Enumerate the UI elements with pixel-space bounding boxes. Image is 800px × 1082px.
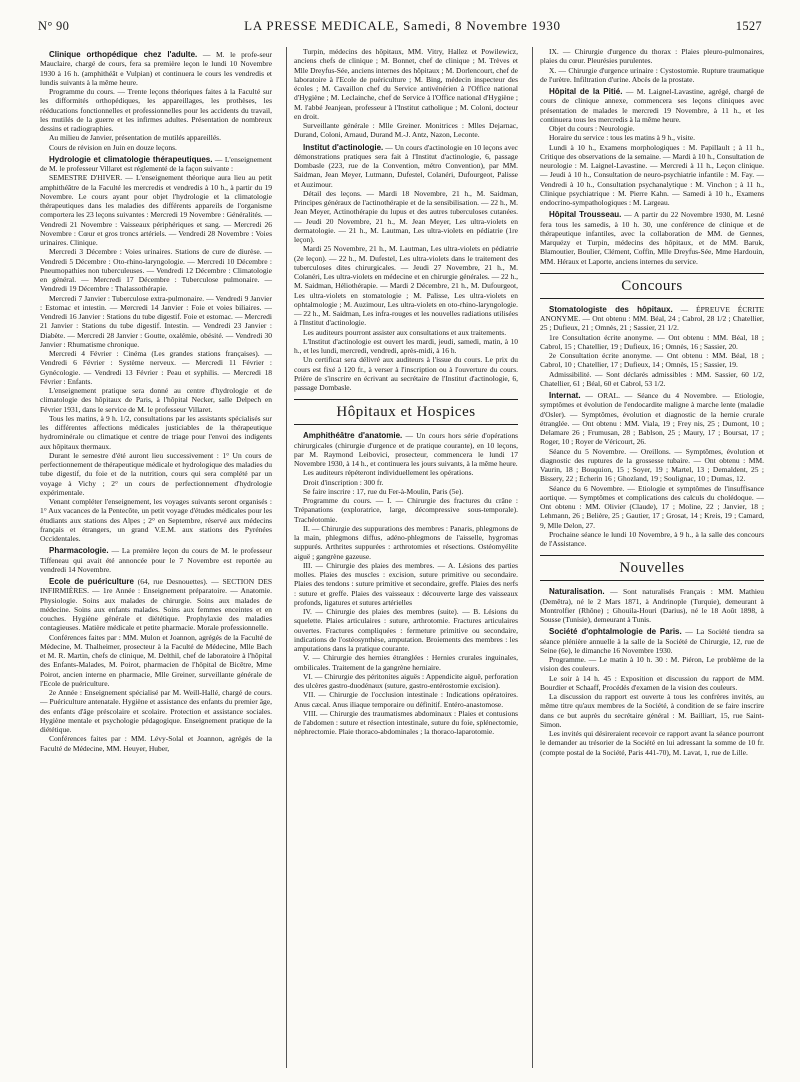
body-paragraph: IV. — Chirurgie des plaies des membres (suite). — B. Lésions du squelette. Plaies articulaires : suture, arthrotomie. Fractures articulaires ouvertes. Fractures compliquées : fermeture primitive ou secondaire, indications de l'ostéosynthèse, amputation. Broiements des membres : les amputations dans la pratique courante. [294, 607, 518, 653]
notice-text: — M. le profe-seur Mauclaire, chargé de cours, fera sa première leçon le lundi 10 Novembre 1930 à 16 h. (amphithéât e Vulpian) et continuera le cours les vendredis et lundis suivants à la même heure. [40, 50, 272, 87]
notice-heading: Internat. [549, 391, 581, 400]
notice-heading: Amphithéâtre d'anatomie. [303, 431, 403, 441]
issue-number: N° 90 [38, 19, 70, 33]
notice-paragraph [540, 87, 764, 124]
notice-heading: Pharmacologie. [49, 546, 109, 556]
page-number: 1527 [735, 19, 762, 33]
body-paragraph: Conférences faites par : MM. Lévy-Solal et Joannon, agrégés de la Faculté de Médecine, MM. Heuyer, Huber, [40, 734, 272, 753]
body-paragraph: VI. — Chirurgie des péritonites aiguës : Appendicite aiguë, perforation des ulcères gastro-duodénaux (suture, gastro-entérostomie excision). [294, 671, 518, 690]
body-paragraph: Se faire inscrire : 17, rue du Fer-à-Moulin, Paris (5e). [303, 486, 464, 496]
body-paragraph: IX. — Chirurgie d'urgence du thorax : Plaies pleuro-pulmonaires, plaies du cœur. Pleurésies purulentes. [540, 47, 764, 66]
notice-paragraph [40, 50, 272, 87]
body-paragraph: Programme. — Le matin à 10 h. 30 : M. Piéron, Le problème de la vision des couleurs. [540, 655, 764, 674]
body-paragraph: Durant le semestre d'été auront lieu successivement : 1° Un cours de perfectionnement de thérapeutique médicale et hydrologique des maladies du tube digestif, du foie et de la nutrition, cours qui sera complété par un voyage à Vichy ; 2° un cours de perfectionnement d'hydrologie expérimentale. [40, 450, 272, 497]
body-paragraph: Prochaine séance le lundi 10 Novembre, à 9 h., à la salle des concours de l'Assistance. [540, 529, 764, 548]
notice-paragraph [294, 431, 518, 468]
notice-paragraph [40, 546, 272, 574]
notice-paragraph [540, 587, 764, 624]
body-paragraph: Le soir à 14 h. 45 : Exposition et discussion du rapport de MM. Bourdier et Schaaff, Procédés d'examen de la vision des couleurs. [540, 673, 764, 692]
body-paragraph: Mardi 25 Novembre, 21 h., M. Lautman, Les ultra-violets en pédiatrie (2e leçon). — 22 h., M. Dufestel, Les ultra-violets dans le traitement des tuberculoses dites chirurgicales. — Jeudi 27 Novembre, 21 h., M. Colanéri, Les ultra-violets en médecine et en chirurgie générales. — 22 h., M. Saidman, Héliothérapie. — Mardi 2 Décembre, 21 h., M. Dufourgeot, Les ultra-violets en stomatologie ; M. Palisse, Les ultra-violets en ophtalmologie ; M. Auzimour, Les ultra-violets en oto-rhino-laryngologie. — 22 h., M. Saidman, Les infra-rouges et les nouvelles radiations utilisées à l'Institut d'actinologie. [294, 244, 518, 328]
notice-paragraph [540, 627, 764, 655]
body-paragraph: Conférences faites par : MM. Mulon et Joannon, agrégés de la Faculté de Médecine, M. Thalheimer, prosecteur à la Faculté de Médecine, Mlle Bach et M. R. Martin, chefs de clinique, M. Delthil, chef de laboratoire à l'hôpital des Enfants-Malades, M. Poirot, pharmacien de l'hôpital de Bicêtre, Mme Poirot, ancien interne en pharmacie, Mlle Greiner, surveillante générale de l'Ecole de puériculture. [40, 632, 272, 688]
body-paragraph: 2e Année : Enseignement spécialisé par M. Weill-Hallé, chargé de cours. — Puériculture antenatale. Hygiène et assistance des enfants du premier âge, des enfants d'âge préscolaire et scolaire. Protection et assistance sociales. Hygiène mentale et psychologie pédagogique. Enseignement pratique de la diététique. [40, 688, 272, 734]
notice-text: — Sont naturalisés Français : MM. Mathieu (Demêtra), né le 2 Mars 1871, à Andrinople (Turquie), demeurant à Montrolfier (Rhône) ; Ghouila-Houri (Darius), né le 18 Août 1898, à Sousse (Tunisie), demeurant à Tunis. [540, 587, 764, 624]
notice-paragraph [294, 143, 518, 189]
body-paragraph: Droit d'inscription : 300 fr. [303, 477, 384, 487]
body-paragraph: Séance du 5 Novembre. — Oreillons. — Symptômes, évolution et diagnostic des ruptures de la grossesse tubaire. — Ont obtenu : MM. Vaurin, 18 ; Bouquion, 15 ; Soyer, 19 ; Martel, 13 ; Demaldent, 25 ; Bissery, 22 ; Echerin 16 ; Ghozland, 19 ; Soulignac, 10 ; Dumas, 12. [540, 446, 764, 484]
column-2 [286, 47, 518, 1068]
notice-text: — ORAL. — Séance du 4 Novembre. — Etiologie, symptômes et évolution de l'endocardite maligne à marche lente (maladie d'Osler). — Symptômes, évolution et diagnostic de la hernie crurale étranglée. — Ont obtenu : MM. Viala, 19 ; Frey nis, 25 ; Dumont, 10 ; Delamare 26 ; Frumusan, 28 ; Bablson, 25 ; Maury, 17 ; Boursat, 17 ; Roger, 10 ; Royer de Véricourt, 26. [540, 391, 764, 447]
notice-paragraph [540, 391, 764, 447]
body-paragraph: Mercredi 7 Janvier : Tuberculose extra-pulmonaire. — Vendredi 9 Janvier : Estomac et intestin. — Mercredi 14 Janvier : Foie et voies biliaires. — Vendredi 16 Janvier : Stations du tube digestif. Foie et estomac. — Mercredi 21 Janvier : Stations du tube digestif. Intestin. — Vendredi 23 Janvier : Diabète. — Mercredi 28 Janvier : Goutte, oxalémie, obésité. — Vendredi 30 Janvier : Rhumatisme chronique. [40, 293, 272, 349]
body-paragraph: Venant compléter l'enseignement, les voyages suivants seront organisés : 1° Aux vacances de la Pentecôte, un petit voyage d'études médicales pour les étudiants aux stations des Alpes ; 2° en Septembre, réservé aux médecins français et étrangers, un grand V.E.M. aux stations des Pyrénées Occidentales. [40, 497, 272, 543]
body-paragraph: 1re Consultation écrite anonyme. — Ont obtenu : MM. Béal, 18 ; Cabrol, 15 ; Chatellier, 19 ; Dufieux, 16 ; Omnès, 16 ; Sassier, 20. [540, 332, 764, 351]
body-paragraph: Cours de révision en Juin en douze leçons. [49, 142, 177, 152]
body-paragraph: Horaire du service : tous les matins à 9 h., visite. [549, 133, 696, 143]
body-paragraph: VII. — Chirurgie de l'occlusion intestinale : Indications opératoires. Anus cæcal. Anus iliaque temporaire ou définitif. Entéro-anastomose. [294, 690, 518, 709]
body-paragraph: Programme du cours. — Trente leçons théoriques faites à la Faculté sur les difformités orthopédiques, les appareillages, les prothèses, les rééducations fonctionnelles et professionnelles pour les accidents du travail, les mutilés de la guerre et les infirmes adultes. Présentation de nombreux dessins et radiographies. [40, 87, 272, 133]
notice-text: — La Société tiendra sa séance plénière annuelle à la salle de la Société de Chirurgie, 12, rue de Seine (6e), le dimanche 16 Novembre 1930. [540, 627, 764, 655]
notice-heading: Naturalisation. [549, 587, 605, 597]
notice-text: — Un cours hors série d'opérations chirurgicales (chirurgie d'urgence et de pratique courante), en 10 leçons, par M. Raymond Leibovici, prosecteur, commencera le lundi 17 Novembre 1930, à 14 h., et continuera les jours suivants, à la même heure. [294, 431, 518, 468]
notice-text: — L'enseignement de M. le professeur Villaret est réglementé de la façon suivante : [40, 154, 272, 173]
notice-heading: Hôpital de la Pitié. [549, 87, 623, 96]
body-paragraph: VIII. — Chirurgie des traumatismes abdominaux : Plaies et contusions de l'abdomen : suture et résection intestinale, suture du foie, splénectomie, néphrectomie. Plaie thoraco-abdominales ; la thoraco-laparotomie. [294, 708, 518, 737]
body-paragraph: Les invités qui désireraient recevoir ce rapport avant la séance pourront le demander au trésorier de la Société en lui adressant la somme de 10 fr. (compte postal de la Société, Paris 441-70), M. Lavat, 1, rue de Lille. [540, 729, 764, 757]
body-paragraph: Tous les matins, à 9 h. 1/2, consultations par les assistants spécialisés sur les différentes affections médicales justiciables de la thérapeutique hydrominérale ou climatique et centre de triage pour l'envoi des indigents aux hôpitaux thermaux. [40, 413, 272, 451]
body-paragraph: Les auditeurs répéteront individuellement les opérations. [303, 468, 474, 478]
notice-paragraph [540, 305, 764, 333]
article-columns [40, 47, 764, 1068]
notice-text: — A partir du 22 Novembre 1930, M. Lesné fera tous les samedis, à 10 h. 30, une conférence de clinique et de thérapeutique infantiles, avec la collaboration de MM. de Gennes, Marquézy et Turpin, médecins des hôpitaux, et de MM. Baruk, Blamoutier, Boulier, Clément, Coffin, Mlle Dreyfus-Sée, Mme Hardouin, MM. Héraux et Laporte, anciens internes du service. [540, 210, 764, 266]
section-heading: Hôpitaux et Hospices [294, 399, 518, 425]
notice-text: — M. Laignel-Lavastine, agrégé, chargé de cours de clinique annexe, commencera ses leçons cliniques avec présentation de malades le mercredi 19 Novembre, à 11 h., et les continuera tous les mercredis à la même heure. [540, 87, 764, 124]
column-1 [40, 47, 272, 1068]
notice-heading: Clinique orthopédique chez l'adulte. [49, 50, 198, 59]
notice-text: — La première leçon du cours de M. le professeur Tiffeneau qui avait été annoncée pour le 7 Novembre est reportée au vendredi 14 Novembre. [40, 546, 272, 574]
body-paragraph: L'Institut d'actinologie est ouvert les mardi, jeudi, samedi, matin, à 10 h., et les lundi, mercredi, vendredi, après-midi, à 16 h. [294, 336, 518, 355]
body-paragraph: La discussion du rapport est ouverte à tous les confrères invités, au même titre qu'aux membres de la Société, à condition de se faire inscrire dans ce but auprès du secrétaire général : M. Bailliart, 15, rue Saint-Simon. [540, 692, 764, 729]
body-paragraph: III. — Chirurgie des plaies des membres. — A. Lésions des parties molles. Plaies des muscles : excision, suture primitive ou secondaire. Plaies des tendons : suture primitive et secondaire, greffe. Plaies des nerfs : suture et greffe. Plaies des vaisseaux : découverte large des vaisseaux profonds, ligatures et sutures artérielles [294, 560, 518, 607]
notice-text: — ÉPREUVE ÉCRITE ANONYME. — Ont obtenu : MM. Béal, 24 ; Cabrol, 28 1/2 ; Chatellier, 25 ; Dufieux, 21 ; Omnès, 21 ; Sassier, 21 1/2. [540, 304, 764, 333]
body-paragraph: SEMESTRE D'HIVER. — L'enseignement théorique aura lieu au petit amphithéâtre de la Faculté les mercredis et vendredis à 10 h., à partir du 19 Novembre. Le cours ayant pour objet l'hydrologie et la climatologie thérapeutiques dans les maladies des différents appareils de l'organisme comportera les 23 leçons suivantes : Mercredi 19 Novembre : Généralités. — Vendredi 21 Novembre : Vaisseaux périphériques et sang. — Mercredi 26 Novembre : Cœur et gros troncs artériels. — Vendredi 28 Novembre : Voies urinaires. Clinique. [40, 173, 272, 247]
section-heading: Concours [540, 273, 764, 299]
notice-heading: Hôpital Trousseau. [549, 210, 622, 220]
body-paragraph: Admissibilité. — Sont déclarés admissibles : MM. Sassier, 60 1/2, Chatellier, 61 ; Béal, 60 et Cabrol, 53 1/2. [540, 369, 764, 388]
body-paragraph: Turpin, médecins des hôpitaux, MM. Vitry, Hallez et Powilewicz, anciens chefs de clinique ; M. Bonnet, chef de clinique ; M. Trèves et Mlle Dreyfus-Sée, anciens internes des hôpitaux ; M. Dorlencourt, chef de laboratoire à l'Ecole de puériculture ; M. Bing, médecin inspecteur des écoles ; M. Cavaillon chef du Service antivénérien à l'Office national d'Hygiène ; M. Leclainche, chef de Service à l'Office national d'Hygiène ; M. l'abbé Jeanjean, professeur à l'Institut catholique ; M. Coloni, docteur en droit. [294, 47, 518, 121]
section-heading: Nouvelles [540, 555, 764, 581]
notice-heading: Hydrologie et climatologie thérapeutiques. [49, 154, 213, 164]
body-paragraph: Surveillante générale : Mlle Greiner. Monitrices : Mlles Dejarnac, Durand, Coloni, Arnaud, Durand M.-J. Antz, Nazon, Leconte. [294, 121, 518, 140]
body-paragraph: Mercredi 4 Février : Cinéma (Les grandes stations françaises). — Vendredi 6 Février : Système nerveux. — Mercredi 11 Février : Gynécologie. — Vendredi 13 Février : Peau et syphilis. — Mercredi 18 Février : Enfants. [40, 349, 272, 386]
body-paragraph: II. — Chirurgie des suppurations des membres : Panaris, phlegmons de la main, phlegmons diffus, adéno-phlegmons de l'aisselle, hygromas suppurés. Arthrites suppurées : arthrotomies et résections. Ostéomyélite aiguë ; gangrène gazeuse. [294, 523, 518, 561]
body-paragraph: Détail des leçons. — Mardi 18 Novembre, 21 h., M. Saidman, Principes généraux de l'actinothérapie et de la sensibilisation. — 22 h., M. Jean Meyer, Actinothérapie du lupus et des autres tuberculoses cutanées. — Jeudi 20 Novembre, 21 h., M. Jean Meyer, Les ultra-violets en dermatologie. — 21 h., M. Lautman, Les ultra-violets en pédiatrie (1re leçon). [294, 188, 518, 244]
page-header [38, 18, 762, 40]
body-paragraph: 2e Consultation écrite anonyme. — Ont obtenu : MM. Béal, 18 ; Cabrol, 10 ; Chatellier, 17 ; Dufieux, 14 ; Omnès, 15 ; Sassier, 19. [540, 351, 764, 370]
body-paragraph: X. — Chirurgie d'urgence urinaire : Cystostomie. Rupture traumatique de l'urètre. Infiltration d'urine. Abcès de la prostate. [540, 65, 764, 84]
notice-paragraph [40, 577, 272, 633]
notice-heading: Société d'ophtalmologie de Paris. [549, 627, 682, 637]
masthead-title: LA PRESSE MEDICALE, Samedi, 8 Novembre 1930 [244, 18, 561, 33]
notice-text: — Un cours d'actinologie en 10 leçons avec démonstrations pratiques sera fait à l'Institut d'actinologie, 6, passage Dombasle (223, rue de la Convention, métro Convention), par MM. Saidman, Jean Meyer, Lutmann, Dufestel, Colanéri, Dufourgeot, Palisse et Auzimour. [294, 142, 518, 189]
notice-paragraph [540, 210, 764, 266]
body-paragraph: Objet du cours : Neurologie. [549, 124, 635, 133]
body-paragraph: Les auditeurs pourront assister aux consultations et aux traitements. [303, 327, 507, 337]
body-paragraph: L'enseignement pratique sera donné au centre d'hydrologie et de climatologie des hôpitaux de Paris, à l'hôpital Necker, salle Delpech en Février 1931, dans le service de M. le professeur Villaret. [40, 386, 272, 414]
body-paragraph: Séance du 6 Novembre. — Etiologie et symptômes de l'insuffisance aortique. — Symptômes et complications des calculs du cholédoque. — Ont obtenu : MM. Olivier (Claude), 17 ; Moline, 22 ; Janvier, 18 ; Lehmann, 26 ; Belière, 25 ; Gautier, 17 ; Grosat, 14 ; Kreis, 19 ; Camard, 9, Mlle Delon, 27. [540, 483, 764, 530]
notice-heading: Stomatologiste des hôpitaux. [549, 304, 673, 314]
body-paragraph: Lundi à 10 h., Examens morphologiques : M. Papillault ; à 11 h., Critique des observations de la semaine. — Mardi à 10 h., Consultation de neurologie : M. Laignel-Lavastine. — Mercredi à 11 h., Leçon clinique. — Jeudi à 10 h., Consultation de neuro-psychiatrie infantile : M. Fay. — Vendredi à 10 h., Consultation psychanalytique : M. Vinchon ; à 11 h., Clinique psychiatrique : M. Pierre Kahn. — Samedi à 10 h., Examens endocrino-sympathologiques : M. Largeau. [540, 142, 764, 207]
column-3 [532, 47, 764, 1068]
notice-heading: Ecole de puériculture [49, 577, 134, 586]
notice-text: (64, rue Desnouettes). — SECTION DES INFIRMIÈRES. — 1re Année : Enseignement préparatoire. — Anatomie. Physiologie. Soins aux malades de chirurgie. Soins aux malades de médecine. Soins aux enfants malades. Soins aux femmes enceintes et en couches. Hygiène générale et diététique. Prophylaxie des maladies contagieuses. Matière médicale et petite pharmacie. Morale professionnelle. [40, 577, 272, 633]
body-paragraph: Programme du cours. — I. — Chirurgie des fractures du crâne : Trépanations (exploratrice, large, décompressive sous-temporale). Trachéotomie. [294, 496, 518, 524]
body-paragraph: Mercredi 3 Décembre : Voies urinaires. Stations de cure de diurèse. — Vendredi 5 Décembre : Oto-rhino-laryngologie. — Mercredi 10 Décembre : Pneumopathies non tuberculeuses. — Vendredi 12 Décembre : Climatologie en général. — Mercredi 17 Décembre : Tuberculose pulmonaire. — Vendredi 19 Décembre : Thalassothérapie. [40, 247, 272, 294]
body-paragraph: Un certificat sera délivré aux auditeurs à l'issue du cours. Le prix du cours est fixé à 120 fr., à verser à l'inscription ou à l'ouverture du cours. Prière de s'inscrire en écrivant au secrétaire de l'Institut d'actinologie, 6, passage Dombasle. [294, 355, 518, 392]
body-paragraph: Au milieu de Janvier, présentation de mutilés appareillés. [49, 133, 221, 143]
notice-heading: Institut d'actinologie. [303, 142, 384, 152]
body-paragraph: V. — Chirurgie des hernies étranglées : Hernies crurales inguinales, ombilicales. Traitement de la gangrène herniaire. [294, 653, 518, 672]
notice-paragraph [40, 155, 272, 174]
